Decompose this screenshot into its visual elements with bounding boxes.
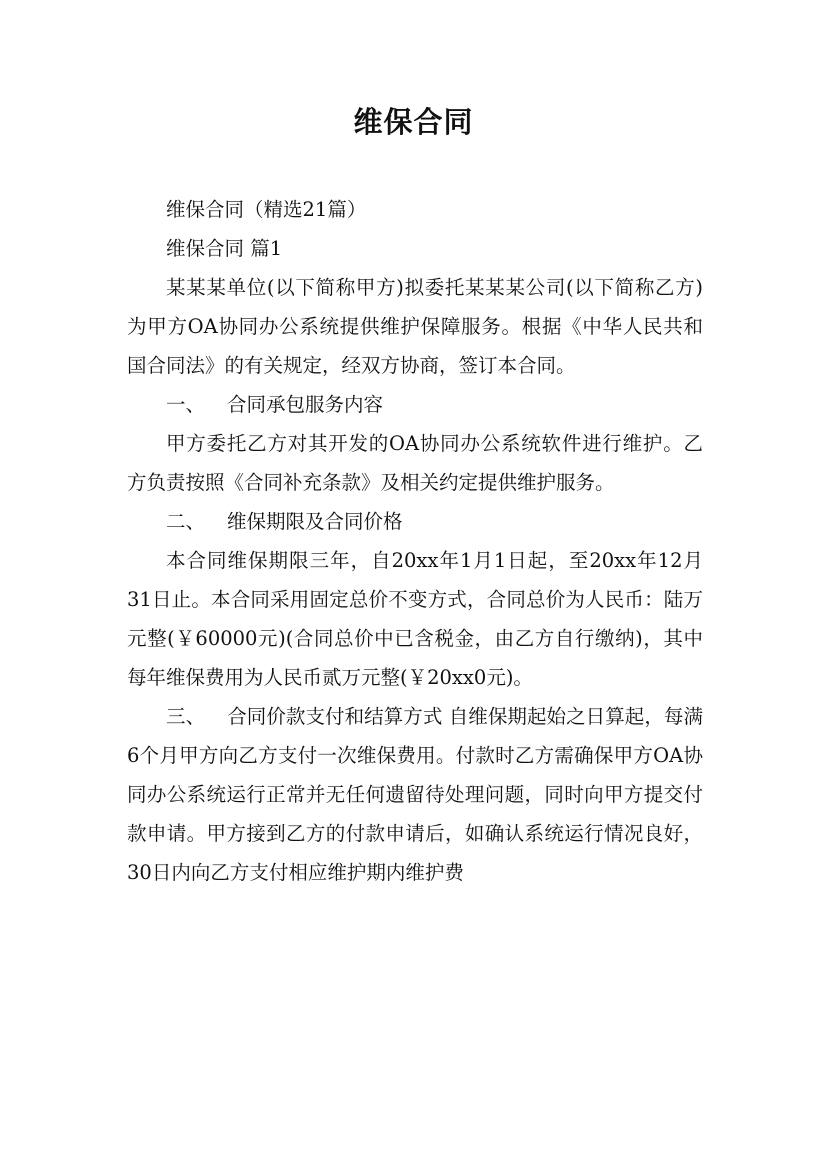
- clause-2-title: 维保期限及合同价格: [227, 510, 403, 533]
- document-subtitle: 维保合同（精选21篇）: [166, 198, 367, 221]
- clause-1-number: 一、: [166, 393, 206, 416]
- clause-2-body: 本合同维保期限三年，自20xx年1月1日起，至20xx年12月31日止。本合同采用固定总价不变方式，合同总价为人民币：陆万元整(￥60000元)(合同总价中已含税金，由乙方自行缴纳)，其中每年维保费用为人民币贰万元整(￥20xx0元)。: [127, 549, 703, 689]
- clause-2-heading: [127, 502, 703, 541]
- document-body: [127, 190, 703, 892]
- clause-1-body: 甲方委托乙方对其开发的OA协同办公系统软件进行维护。乙方负责按照《合同补充条款》及相关约定提供维护服务。: [127, 432, 703, 494]
- clause-3-paragraph: [127, 697, 703, 892]
- section-title: 维保合同 篇1: [166, 237, 283, 260]
- clause-3-title: 合同价款支付和结算方式: [227, 705, 443, 728]
- document-title: 维保合同: [353, 105, 474, 139]
- clause-1-title: 合同承包服务内容: [227, 393, 384, 416]
- clause-3-number: 三、: [166, 705, 206, 728]
- intro-paragraph: 某某某单位(以下简称甲方)拟委托某某某公司(以下简称乙方)为甲方OA协同办公系统提供维护保障服务。根据《中华人民共和国合同法》的有关规定，经双方协商，签订本合同。: [127, 276, 703, 377]
- clause-1-heading: [127, 385, 703, 424]
- clause-2-number: 二、: [166, 510, 206, 533]
- clause-3-body: 自维保期起始之日算起，每满6个月甲方向乙方支付一次维保费用。付款时乙方需确保甲方OA协同办公系统运行正常并无任何遗留待处理问题，同时向甲方提交付款申请。甲方接到乙方的付款申请后，如确认系统运行情况良好，30日内向乙方支付相应维护期内维护费: [127, 705, 703, 884]
